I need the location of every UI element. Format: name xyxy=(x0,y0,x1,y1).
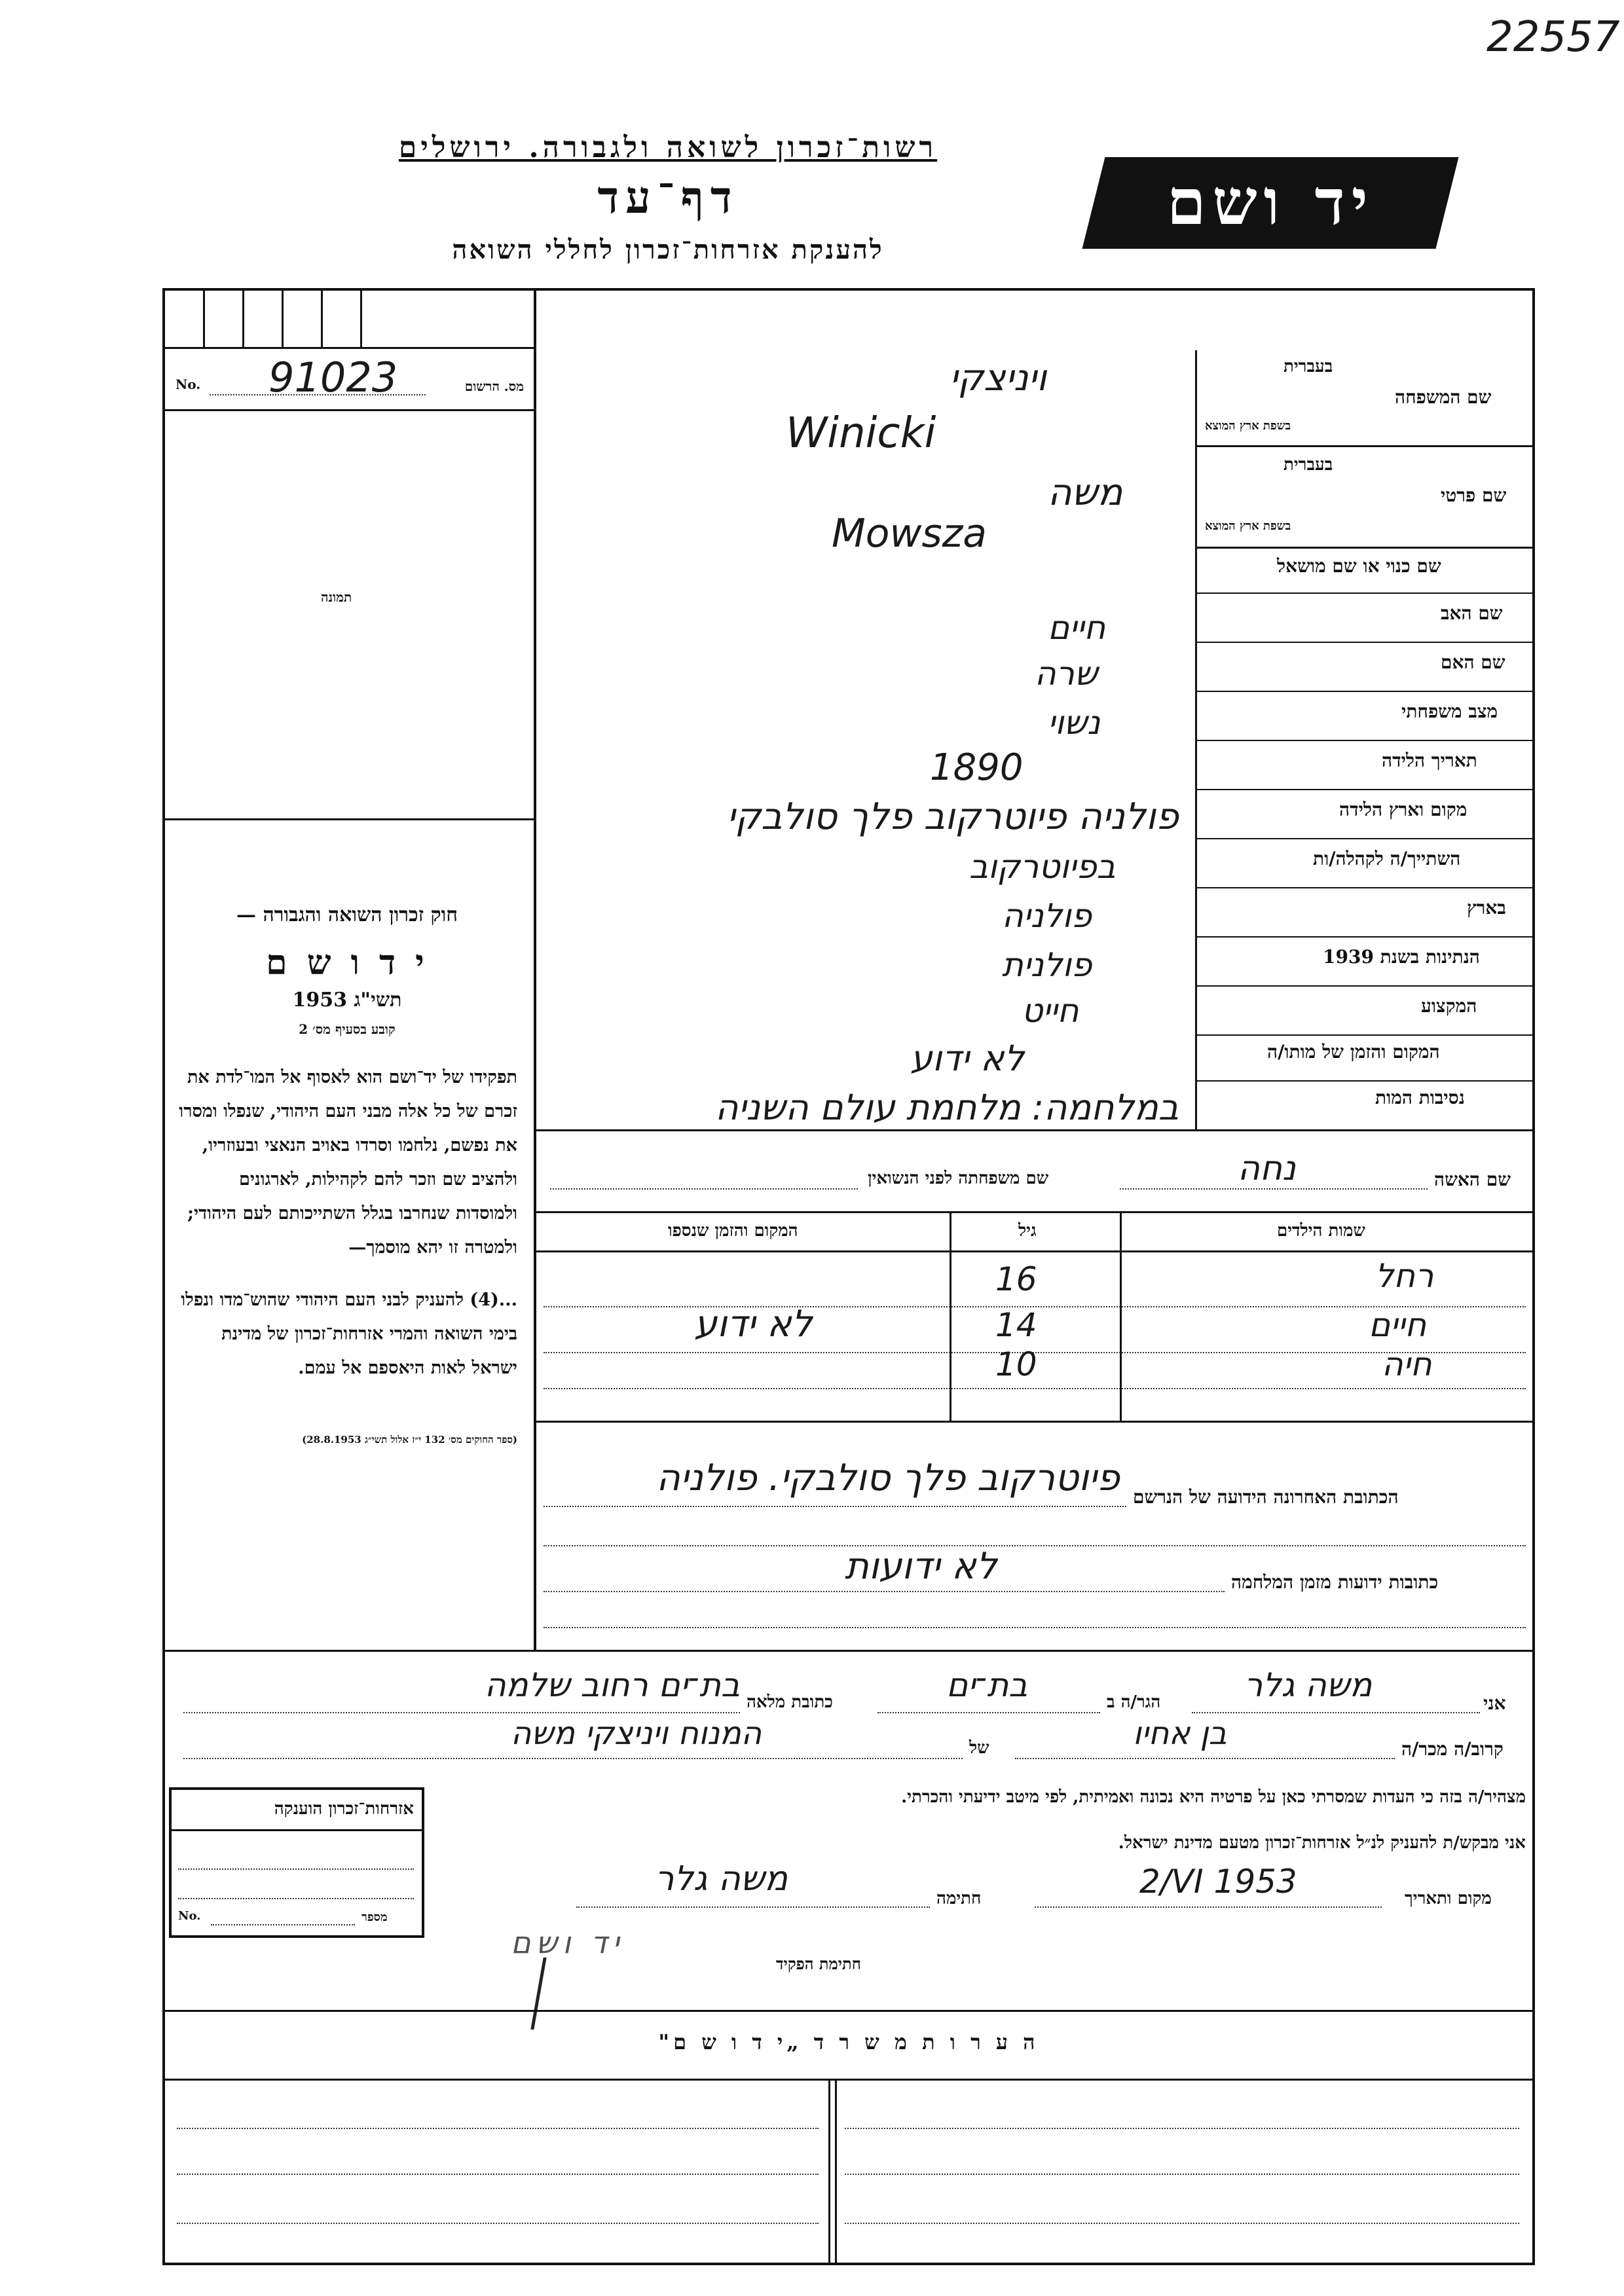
child-1-age: 16 xyxy=(995,1260,1037,1298)
label-full-address: כתובת מלאה xyxy=(747,1692,833,1712)
label-clerk: חתימת הפקיד xyxy=(776,1954,861,1973)
death-value: לא ידוע xyxy=(910,1038,1025,1079)
surname-he-value: ויניצקי xyxy=(950,357,1047,399)
label-circumstances: נסיבות המות xyxy=(1375,1087,1465,1108)
yad-vashem-logo xyxy=(1082,157,1459,249)
col-children-place: המקום והזמן שנספו xyxy=(668,1221,798,1241)
child-3-age: 10 xyxy=(995,1345,1037,1383)
label-in-native-2: בשפת ארץ המוצא xyxy=(1205,519,1291,533)
wartime-address-value: לא ידועות xyxy=(845,1545,997,1588)
label-in-hebrew-2: בעברית xyxy=(1283,455,1333,475)
granted-title: אזרחות־זכרון הוענקה xyxy=(274,1799,414,1819)
of-value: המנוח ויניצקי משה xyxy=(511,1715,762,1752)
label-firstname: שם פרטי xyxy=(1441,484,1507,506)
child-2-age: 14 xyxy=(995,1306,1037,1344)
label-death: המקום והזמן של מותו/ה xyxy=(1267,1041,1440,1063)
clerk-signature-stroke xyxy=(530,1958,690,2030)
birthplace-value: פולניה פיוטרקוב פלך סולבקי xyxy=(727,795,1179,838)
declarant-name: משה גלר xyxy=(1244,1666,1373,1704)
label-marital: מצב משפחתי xyxy=(1401,701,1498,722)
law-clause: קובע בסעיף מס׳ 2 xyxy=(299,1021,396,1037)
reg-no-label-he: מס. הרשום xyxy=(464,378,524,394)
granted-no-en: No. xyxy=(178,1909,201,1923)
profession-value: חייט xyxy=(1022,992,1079,1030)
date-value: 2/VI 1953 xyxy=(1139,1863,1297,1901)
last-address-value: פיוטרקוב פלך סולבקי. פולניה xyxy=(656,1457,1120,1499)
signature-value: משה גלר xyxy=(655,1859,788,1899)
label-in-hebrew-1: בעברית xyxy=(1283,357,1333,376)
form-subtitle: להענקת אזרחות־זכרון לחללי השואה xyxy=(452,234,884,265)
col-children-names: שמות הילדים xyxy=(1277,1221,1365,1241)
label-birthdate: תאריך הלידה xyxy=(1382,750,1477,771)
law-title: חוק זכרון השואה והגבורה — xyxy=(236,903,458,926)
logo-text: יד ושם xyxy=(1166,165,1375,239)
label-birthplace: מקום וארץ הלידה xyxy=(1339,799,1467,820)
declarant-address: בת־ים רחוב שלמה xyxy=(485,1666,740,1704)
label-mother: שם האם xyxy=(1441,651,1505,673)
label-country: בארץ xyxy=(1467,897,1506,919)
wife-value: נחה xyxy=(1238,1149,1296,1188)
marital-value: נשוי xyxy=(1048,704,1101,742)
granted-no-he: מספר xyxy=(361,1910,388,1924)
label-place-date: מקום ותאריך xyxy=(1405,1889,1492,1908)
child-1-name: רחל xyxy=(1375,1257,1434,1295)
children-place-value: לא ידוע xyxy=(694,1303,813,1345)
surname-native-value: Winicki xyxy=(786,409,936,458)
corner-number: 22557 xyxy=(1486,13,1620,62)
authority-line: רשות־זכרון לשואה ולגבורה. ירושלים xyxy=(398,131,938,164)
firstname-he-value: משה xyxy=(1048,471,1123,514)
child-3-name: חיה xyxy=(1382,1345,1432,1383)
law-paragraph-2: ...(4) להעניק לבני העם היהודי שהוש־מדו ונפלו בימי השואה והמרי אזרחות־זכרון של מדינת ישראל לאות היאספם אל עמם. xyxy=(181,1290,517,1378)
law-year: תשי"ג 1953 xyxy=(292,989,402,1011)
declarant-city: בת־ים xyxy=(946,1666,1028,1704)
birthdate-value: 1890 xyxy=(930,746,1024,789)
country-value: פולניה xyxy=(1002,897,1092,935)
reg-no-label-en: No. xyxy=(175,376,201,392)
label-in-native-1: בשפת ארץ המוצא xyxy=(1205,419,1291,433)
law-paragraph: תפקידו של יד־ושם הוא לאסוף אל המו־לדת את זכרם של כל אלה מבני העם היהודי, שנפלו ומסרו את נפשם, נלחמו וסרדו באויב הנאצי ובעוזריו, ולהציב שם וזכר להם לקהילות, לארגונים ולמוסדות שנחרבו בגלל השתייכותם לעם היהודי; ולמטרה זו יהא מוסמך— xyxy=(179,1067,517,1258)
label-wife: שם האשה xyxy=(1434,1169,1511,1190)
label-surname: שם המשפחה xyxy=(1395,386,1492,408)
label-wartime-address: כתובות ידועות מזמן המלחמה xyxy=(1231,1571,1439,1593)
mother-value: שרה xyxy=(1035,655,1098,693)
declaration-statement-2: אני מבקש/ת להעניק לנ״ל אזרחות־זכרון מטעם מדינת ישראל. xyxy=(1118,1833,1526,1853)
label-father: שם האב xyxy=(1441,602,1503,624)
label-relation: קרוב/ה מכר/ה xyxy=(1401,1738,1504,1760)
community-value: בפיוטרקוב xyxy=(969,848,1116,886)
col-children-age: גיל xyxy=(1018,1221,1037,1241)
label-last-address: הכתובת האחרונה הידועה של הנרשם xyxy=(1133,1486,1399,1508)
label-signature: חתימה xyxy=(936,1889,982,1908)
label-community: השתייך/ה לקהלה/ות xyxy=(1313,848,1461,869)
circumstances-value: במלחמה: מלחמת עולם השניה xyxy=(715,1087,1179,1128)
label-profession: המקצוע xyxy=(1421,995,1477,1017)
label-of: של xyxy=(969,1738,989,1758)
office-stamp: יד ושם xyxy=(511,1925,625,1960)
law-source: (ספר החוקים מס׳ 132 י״ז אלול תשי״ג 28.8.1953) xyxy=(302,1434,517,1446)
child-2-name: חיים xyxy=(1369,1306,1427,1344)
law-org: י ד ו ש ם xyxy=(266,943,428,983)
declaration-statement-1: מצהיר/ה בזה כי העדות שמסרתי כאן על פרטיה היא נכונה ואמיתית, לפי מיטב ידיעתי והכרתי. xyxy=(901,1787,1526,1807)
label-i: אני xyxy=(1483,1692,1506,1714)
citizenship-value: פולנית xyxy=(1002,946,1092,984)
firstname-native-value: Mowsza xyxy=(832,511,987,556)
label-resident: הגר/ה ב xyxy=(1107,1692,1161,1712)
label-nickname: שם כנוי או שם מושאל xyxy=(1277,555,1441,577)
registration-number: 91023 xyxy=(268,354,398,401)
father-value: חיים xyxy=(1048,609,1106,647)
label-wife-maiden: שם משפחתה לפני הנשואין xyxy=(868,1169,1049,1188)
form-title: דף־עד xyxy=(597,172,739,224)
granted-box xyxy=(169,1787,424,1938)
relation-value: בן אחיו xyxy=(1133,1715,1227,1752)
photo-label: תמונה xyxy=(321,589,352,605)
remarks-title: ה ע ר ו ת מ ש ר ד „י ד ו ש ם" xyxy=(658,2030,1039,2054)
label-citizenship: הנתינות בשנת 1939 xyxy=(1323,946,1480,968)
